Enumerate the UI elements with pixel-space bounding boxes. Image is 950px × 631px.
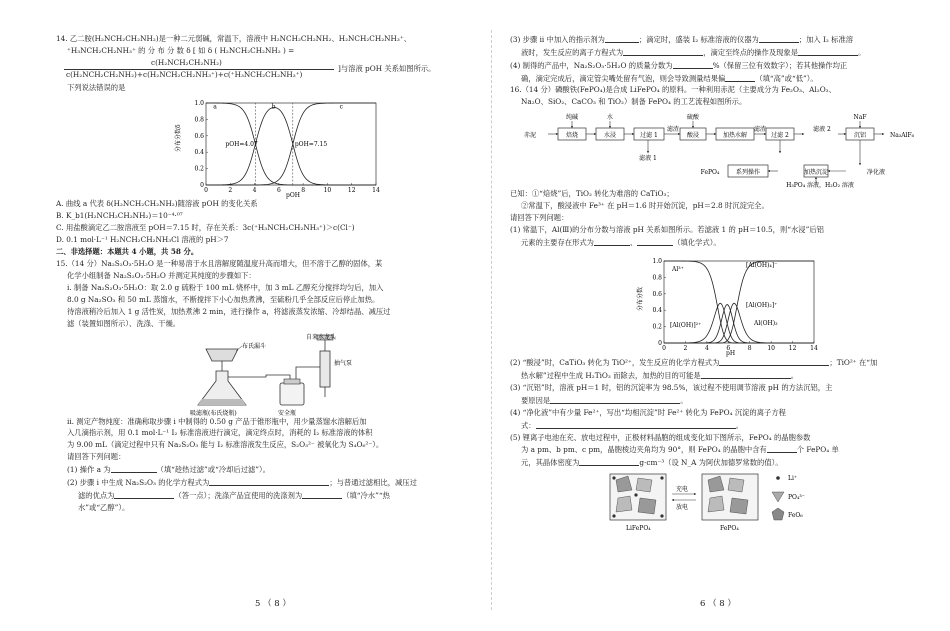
aspirator-pump (320, 351, 330, 387)
flow-residue-1: 滤渣 (666, 126, 680, 134)
q15-sub1 (56, 464, 474, 475)
q14-x-tick-label: 6 (276, 187, 281, 195)
q14-x-tick-label: 12 (347, 187, 356, 195)
right-page-column (510, 34, 926, 534)
q15-sub4-text-c: 确，滴定完成后，滴定管尖嘴处留有气泡，则会导致测量结果偏 (521, 73, 726, 83)
fepo4-label: FePO₄ (720, 525, 739, 533)
flow-box-filter-2: 过滤 2 (771, 132, 789, 140)
answer-blank[interactable] (623, 47, 703, 56)
q16-sub2-text-d: 。 (790, 371, 798, 381)
q16-curve-aloh4 (664, 261, 814, 343)
q16-sub1-text-b: 元素的主要存在形式为 (521, 237, 594, 247)
q14-fraction-after: ]与溶液 pOH 关系如图所示。 (338, 63, 436, 73)
section-2-heading: 二、非选择题：本题共 4 小题，共 58 分。 (56, 247, 199, 257)
species-aloh: [Al(OH)]²⁺ (670, 322, 702, 330)
flow-fepo4: FePO₄ (700, 169, 720, 177)
answer-blank[interactable] (719, 357, 829, 366)
safety-bottle-label: 安全瓶 (278, 409, 297, 417)
q16-sub3-text-b: 要原因是 (521, 396, 551, 406)
q16-x-tick-label: 14 (810, 345, 818, 353)
q16-sub1-line2: 元素的主要存在形式为 、 （填化学式）。 (521, 237, 721, 247)
q16-sub5-line2 (510, 444, 926, 455)
species-aloh4: [Al(OH)₄]⁻ (746, 262, 778, 270)
species-al3: Al³⁺ (672, 266, 684, 274)
q15-sub3-line1 (510, 34, 926, 45)
q16-sub1-text-c: （填化学式）。 (673, 237, 721, 247)
q14-curve-label-b: b (271, 103, 276, 111)
flow-box-heat-precip: 加热沉淀 (803, 169, 829, 177)
q16-y-tick-label: 0.8 (652, 274, 662, 282)
q16-sub4-text-b: 式： (521, 420, 536, 430)
buchner-funnel (206, 349, 238, 361)
q14-x-tick-label: 8 (301, 187, 306, 195)
q15-step1-line4: 滤（装置如图所示）、洗涤、干燥。 (67, 318, 181, 328)
q15-ask: 请回答下列问题： (67, 452, 126, 462)
q14-x-tick-label: 10 (323, 187, 332, 195)
q15-apparatus-figure (186, 331, 474, 417)
q14-option-a: A. 曲线 a 代表 δ(H₂NCH₂CH₂NH₂)随溶液 pOH 的变化关系 (56, 199, 258, 209)
q16-x-tick-label: 0 (662, 345, 666, 353)
q14-curve-label-a: a (213, 103, 217, 111)
answer-blank[interactable] (536, 420, 736, 429)
q14-annotation-pOH-4.07: pOH=4.07 (225, 141, 258, 149)
q15-sub3-text-a: (3) 步骤 ii 中加入的指示剂为 (510, 35, 605, 44)
q15-sub4-text-b: %（保留三位有效数字）；若其他操作均正 (712, 60, 848, 70)
q16-x-tick-label: 10 (767, 345, 775, 353)
answer-blank[interactable] (637, 237, 673, 246)
q14-x-tick-label: 0 (204, 187, 208, 195)
q14-x-tick-label: 14 (372, 187, 380, 195)
q15-sub2-text-b: ；与普通过滤相比，减压过 (329, 477, 417, 487)
answer-blank[interactable] (114, 490, 174, 499)
q15-sub3-line2 (510, 47, 926, 58)
q16-sub3-text-c: 。 (680, 396, 688, 406)
q15-sub2-text-d: （答一点）；洗涤产品宜使用的洗涤剂为 (174, 490, 303, 500)
flow-h3po4-h2o2: H₃PO₄ 溶液，H₂O₂ 溶液 (786, 182, 854, 190)
left-page-column (56, 34, 474, 514)
flow-box-precip-al: 沉铝 (853, 132, 867, 140)
flow-input-sulfuric: 硫酸 (686, 114, 700, 122)
q15-sub1-text-a: (1) 操作 a 为 (67, 464, 111, 474)
q16-flowchart (510, 109, 926, 189)
q14-fraction (56, 58, 474, 82)
q16-known-2: ②常温下，酸浸液中 Fe³⁺ 在 pH＝1.6 时开始沉淀，pH＝2.8 时沉淀完全。 (521, 201, 769, 211)
answer-blank[interactable] (701, 370, 791, 379)
q16-sub4-line2 (510, 420, 926, 431)
answer-blank[interactable] (594, 237, 630, 246)
page-number-right: 6 （ 8 ） (700, 599, 736, 609)
lifepo4-label: LiFePO₄ (626, 525, 651, 533)
answer-blank[interactable] (798, 47, 858, 56)
q15-sub3-text-f: 。 (858, 47, 866, 57)
q15-sub3-text-c: ；加入 I₂ 标准溶 (798, 35, 854, 44)
q16-sub5-text-e: g·cm⁻³（设 N_A 为阿伏加德罗常数的值）。 (639, 458, 783, 468)
answer-blank[interactable] (605, 34, 639, 43)
q15-step1-line2: 8.0 g Na₂SO₃ 和 50 mL 蒸馏水，不断搅拌下小心加热煮沸，至硫粉几乎全部反应后停止加热。 (67, 294, 380, 304)
q15-sub2-text-a: (2) 步骤 i 中生成 Na₂S₂O₃ 的化学方程式为 (67, 477, 210, 487)
tap-label: 自来水龙头 (306, 333, 337, 341)
q14-stem-line1: 14. 乙二胺(H₂NCH₂CH₂NH₂)是一种二元弱碱，常温下，溶液中 H₂NCH₂CH₂NH₂、H₂NCH₂CH₂NH₃⁺、 (56, 34, 411, 43)
q16-al-chart-svg (634, 249, 824, 357)
flow-filtrate-1: 滤液 1 (639, 155, 657, 163)
q16-x-tick-label: 8 (747, 345, 752, 353)
q15-sub1-text-b: （填“趁热过滤”或“冷却后过滤”）。 (156, 464, 270, 474)
flow-box-acid-leach: 酸浸 (686, 132, 700, 140)
q14-option-c: C. 用盐酸滴定乙二胺溶液至 pOH＝7.15 时，存在关系：3c(⁺H₃NCH₂CH₂NH₃⁺)＞c(Cl⁻) (56, 222, 355, 232)
q14-y-tick-label: 1.0 (194, 100, 204, 108)
q15-step2-line1: ii. 测定产物纯度：准确称取步骤 i 中制得的 0.50 g 产品于锥形瓶中，用少量蒸馏水溶解后加 (67, 416, 367, 426)
q15-sub2-line3: 水”或“乙醇”）。 (78, 502, 130, 512)
q16-y-tick-label: 0.2 (652, 324, 662, 332)
q15-sub2-line2 (56, 490, 474, 501)
flow-filtrate-2: 滤液 2 (813, 126, 831, 134)
po4-legend-icon (772, 492, 784, 502)
page-divider (491, 30, 492, 610)
q16-x-tick-label: 6 (726, 345, 731, 353)
q16-sub5-line3 (510, 457, 926, 468)
q14-x-axis-label: pOH (286, 192, 300, 200)
legend-feo6: FeO₆ (788, 512, 803, 520)
q15-sub3-text-e: ，滴定至终点的操作及现象是 (703, 47, 799, 57)
q14-stem-line2: ⁺H₃NCH₂CH₂NH₃⁺ 的 分 布 分 数 δ [ 如 δ ( H₂NCH₂CH₂NH₂ ) = (67, 45, 295, 55)
q14-stem-line3: 下列说法错误的是 (67, 83, 126, 93)
q16-sub5-line1: (5) 锂离子电池在充、放电过程中，正极材料晶胞的组成变化如下图所示，FePO₄ 的晶胞参数 (510, 432, 811, 442)
li-legend-icon (776, 476, 780, 480)
q16-crystal-figure (606, 470, 926, 534)
funnel-label: 布氏漏斗 (242, 342, 267, 350)
discharge-label: 放电 (676, 504, 689, 512)
q14-option-d: D. 0.1 mol·L⁻¹ H₂NCH₂CH₂NH₃Cl 溶液的 pH＞7 (56, 234, 229, 244)
safety-bottle (280, 383, 304, 405)
q14-annotation-pOH-7.15: pOH=7.15 (294, 141, 328, 149)
feo6-legend-icon (772, 508, 784, 520)
q15-sub4-line1 (510, 60, 926, 71)
q16-x-tick-label: 4 (704, 345, 709, 353)
q16-sub4-text-c: 。 (735, 420, 743, 430)
q14-fraction-denominator: c(H₂NCH₂CH₂NH₂)+c(H₂NCH₂CH₂NH₃⁺)+c(⁺H₃NCH₂CH₂NH₃⁺) (66, 69, 303, 79)
flow-box-filter-1: 过滤 1 (640, 132, 658, 140)
flow-input-water: 水 (606, 114, 614, 122)
q14-y-tick-label: 0.8 (194, 116, 204, 124)
q15-step1-line1: i. 制备 Na₂S₂O₃·5H₂O：取 2.0 g 硫粉于 100 mL 烧杯中，加 3 mL 乙醇充分搅拌均匀后，加入 (67, 283, 384, 293)
q16-y-tick-label: 0.6 (652, 291, 662, 299)
q14-y-tick-label: 0 (200, 182, 204, 190)
q16-x-tick-label: 2 (683, 345, 688, 353)
q16-flowchart-svg (510, 109, 926, 189)
pump-label: 抽气泵 (334, 359, 353, 367)
q14-x-tick-label: 2 (228, 187, 233, 195)
q16-sub1-line1: (1) 常温下，Al(Ⅲ)的分布分数与溶液 pH 关系如图所示。若滤液 1 的 pH＝10.5，则“水浸”后铝 (510, 224, 824, 234)
q15-sub4-text-a: (4) 制得的产品中，Na₂S₂O₃·5H₂O 的质量分数为 (510, 60, 673, 70)
q16-al-chart (634, 249, 926, 357)
q16-sub5-text-b: 为 a pm、b pm、c pm，晶胞棱边夹角均为 90°，则 FePO₄ 的晶胞中含有 (521, 445, 767, 455)
charge-label: 充电 (676, 486, 689, 494)
answer-blank[interactable] (209, 477, 329, 486)
q16-y-tick-label: 0 (658, 340, 662, 348)
q16-sub5-text-c: 个 FePO₄ 单 (796, 445, 839, 455)
flow-purified-liquor: 净化液 (866, 169, 886, 177)
q15-sub2-text-e: （填“冷水”“热 (342, 490, 390, 500)
q16-x-axis-label: pH (726, 350, 736, 358)
species-aloh3: Al(OH)₃ (754, 320, 778, 328)
legend-li: Li⁺ (788, 475, 798, 483)
q15-step1-line3: 待溶液稍冷后加入 1 g 活性炭，加热煮沸 2 min，进行操作 a，将滤液蒸发浓缩、冷却结晶、减压过 (67, 306, 391, 316)
q15-sub4-line2 (510, 73, 926, 84)
q16-sub5-text-d: 元，其晶体密度为 (521, 458, 580, 468)
q16-stem-line1: 16.（14 分）磷酸铁(FePO₄)是合成 LiFePO₄ 的原料。一种利用赤泥（主要成分为 Fe₂O₃、Al₂O₃、 (510, 85, 836, 95)
q16-stem-line2: Na₂O、SiO₂、CaCO₃ 和 TiO₂）制备 FePO₄ 的工艺流程如图所示。 (521, 97, 747, 107)
fepo4-cell (702, 474, 758, 520)
q15-sub4-text-d: （填“高”或“低”）。 (755, 73, 818, 83)
flow-box-hydrolysis: 加热水解 (722, 132, 748, 140)
page-number-left: 5 （ 8 ） (255, 599, 291, 609)
answer-blank[interactable] (111, 464, 157, 473)
q16-sub2-line2 (510, 370, 926, 381)
q14-y-axis-label: 分布分数δ (175, 124, 182, 153)
q16-plot-frame (664, 261, 814, 343)
flask-label: 吸滤瓶(布氏烧瓶) (190, 409, 237, 417)
q14-y-tick-label: 0.6 (194, 132, 204, 140)
q14-option-b: B. K_b1(H₂NCH₂CH₂NH₂)＝10⁻⁴·⁰⁷ (56, 210, 183, 220)
q16-sub3-line2 (510, 395, 926, 406)
answer-blank[interactable] (302, 490, 342, 499)
q14-fraction-numerator: c(H₂NCH₂CH₂NH₂) (151, 57, 222, 67)
q16-sub2-text-a: (2) “酸浸”时，CaTiO₃ 转化为 TiO²⁺，发生反应的化学方程式为 (510, 358, 720, 368)
answer-blank[interactable] (725, 73, 755, 82)
q15-stem-line1: 15.（14 分）Na₂S₂O₃·5H₂O 是一种易溶于水且溶解度随温度升高而增大，但不溶于乙醇的固体，某 (56, 259, 383, 269)
q16-y-tick-label: 0.4 (652, 307, 662, 315)
q15-step2-line2: 入几滴指示剂，用 0.1 mol·L⁻¹ I₂ 标准溶液进行滴定，滴定终点时，消耗的 I₂ 标准溶液的体积 (67, 428, 373, 438)
flow-input-naf: NaF (853, 114, 867, 122)
flow-box-water-leach: 水浸 (603, 132, 617, 140)
lifepo4-cell (610, 474, 666, 520)
q16-curve-al3 (664, 261, 814, 343)
flow-residue-2: 滤渣 (753, 126, 767, 134)
flow-na3alf6: Na₃AlF₆ (889, 132, 915, 140)
legend-po4: PO₄³⁻ (788, 494, 805, 502)
q16-y-tick-label: 1.0 (652, 258, 662, 266)
q14-x-tick-label: 4 (252, 187, 257, 195)
q16-ask: 请回答下列问题： (510, 212, 569, 222)
q15-step2-line3: 为 9.00 mL（滴定过程中只有 Na₂S₂O₃ 能与 I₂ 标准溶液发生反应，S₂O₃²⁻ 被氧化为 S₄O₆²⁻）。 (67, 440, 384, 450)
flow-box-roast: 焙烧 (565, 132, 579, 140)
q14-curve-label-c: c (339, 103, 343, 111)
q14-y-tick-label: 0.4 (194, 149, 204, 157)
answer-blank[interactable] (767, 444, 797, 453)
answer-blank[interactable] (579, 457, 639, 466)
q16-y-axis-label: 分布分数 (637, 287, 644, 312)
q14-chart-svg (174, 95, 394, 199)
q16-crystal-svg (606, 470, 866, 534)
answer-blank[interactable] (550, 395, 680, 404)
q15-stem-line2: 化学小组制备 Na₂S₂O₃·5H₂O 并测定其纯度的步骤如下： (67, 271, 256, 281)
q14-y-tick-label: 0.2 (194, 165, 204, 173)
flow-input-soda: 纯碱 (565, 114, 579, 122)
q16-known-1: 已知：①“焙烧”后，TiO₂ 转化为难溶的 CaTiO₃； (510, 189, 674, 199)
q16-sub2-line1 (510, 357, 926, 368)
q15-sub2 (56, 477, 474, 488)
q15-apparatus-svg (186, 331, 386, 417)
q16-sub2-text-b: ；TiO²⁺ 在“加 (829, 358, 878, 368)
q14-chart (174, 95, 474, 199)
q15-sub3-text-b: ；滴定时，盛装 I₂ 标准溶液的仪器为 (638, 35, 759, 44)
flow-box-series-op: 系列操作 (735, 169, 761, 177)
q16-sub4-line1: (4) “净化液”中有少量 Fe²⁺，写出“均相沉淀”时 Fe²⁺ 转化为 FePO₄ 沉淀的离子方程 (510, 407, 786, 417)
q16-sub3-line1: (3) “沉铝”时，溶液 pH＝1 时，铝的沉淀率为 98.5%，该过程不使用调节溶液 pH 的方法沉铝，主 (510, 383, 833, 393)
answer-blank[interactable] (759, 34, 799, 43)
species-aloh2: [Al(OH)₂]⁺ (746, 302, 778, 310)
q15-sub3-text-d: 液时，发生反应的离子方程式为 (521, 47, 624, 57)
q16-sub2-text-c: 热水解”过程中生成 H₂TiO₃ 而除去，加热的目的可能是 (521, 371, 701, 381)
q16-x-tick-label: 12 (788, 345, 797, 353)
flow-red-mud: 赤泥 (523, 132, 537, 140)
answer-blank[interactable] (673, 60, 713, 69)
q15-sub2-text-c: 滤的优点为 (78, 490, 115, 500)
